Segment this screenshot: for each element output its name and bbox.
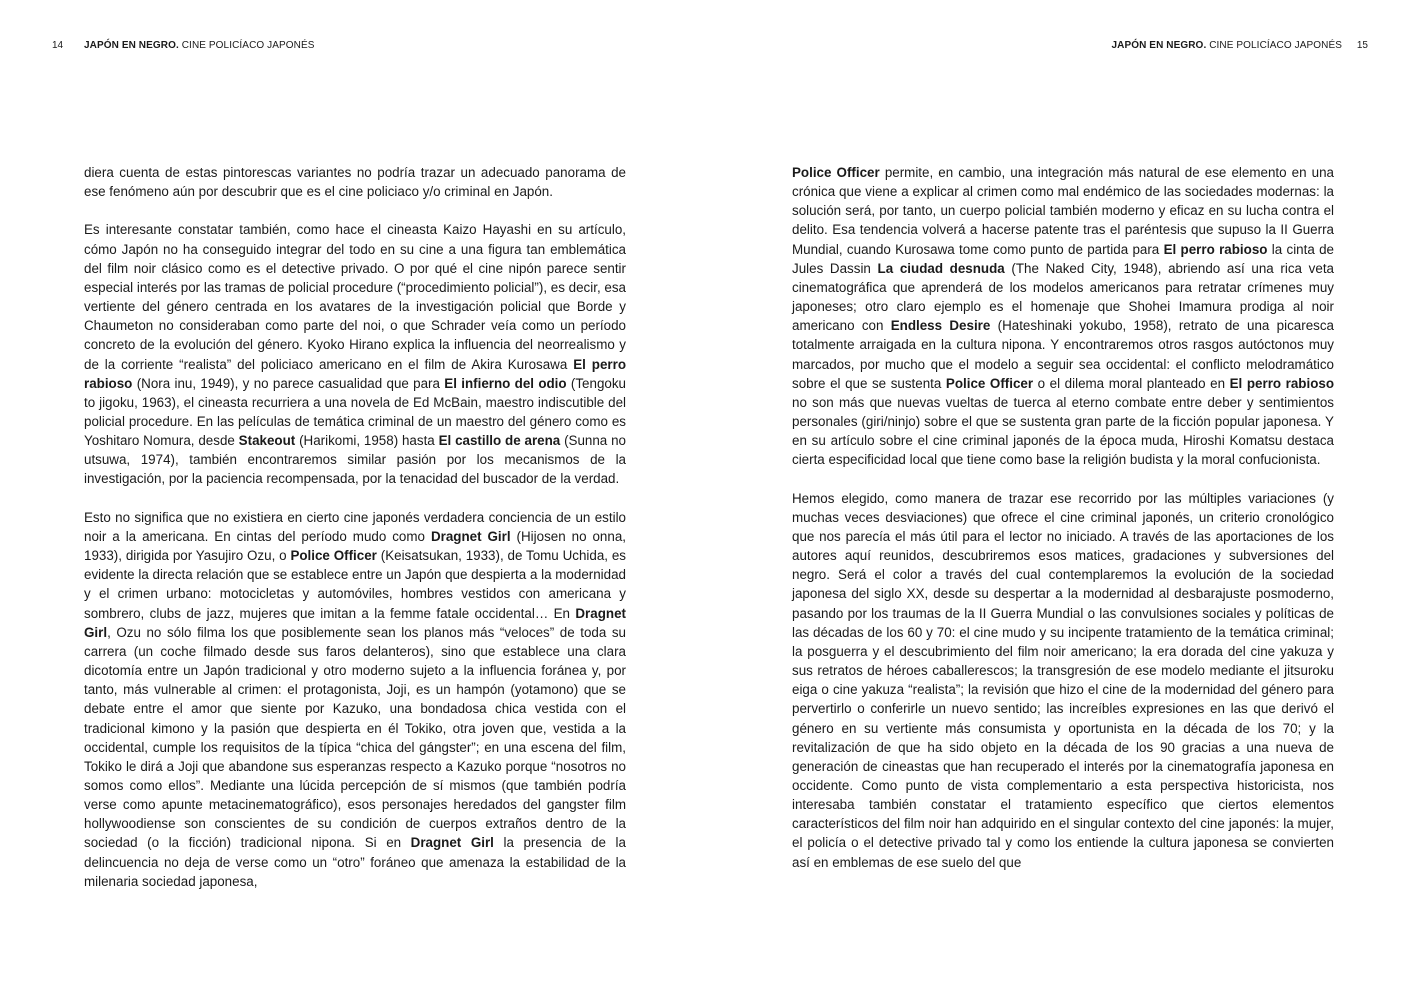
- text-run: Es interesante constatar también, como hace el cineasta Kaizo Hayashi en su artículo, cómo Japón no ha conseguido integrar del todo en su cine a una figura tan emblemática del film noir clásico como es el detective privado. O por qué el cine nipón parece sentir especial interés por las tramas de policial procedure (“procedimiento policial”), es decir, esa vertiente del género centrada en los avatares de la investigación policial que Borde y Chaumeton no consideraban como parte del noi, o que Schrader veía como un período concreto de la evolución del género. Kyoko Hirano explica la influencia del neorrealismo y de la corriente “realista” del policiaco americano en el film de Akira Kurosawa: [84, 222, 626, 372]
- film-title: Police Officer: [290, 548, 377, 564]
- running-header-subtitle: CINE POLICÍACO JAPONÉS: [178, 40, 315, 51]
- text-run: diera cuenta de estas pintorescas variantes no podría trazar un adecuado panorama de ese fenómeno aún por descubrir que es el cine policiaco y/o criminal en Japón.: [84, 165, 626, 200]
- text-run: permite, en cambio, una integración más natural de ese elemento en una crónica que viene a explicar al crimen como mal endémico de las sociedades modernas: la solución será, por tanto, un cuerpo policial también moderno y eficaz en su lucha contra el delito. Esa tendencia volverá a hacerse patente tras el paréntesis que supuso la II Guerra Mundial, cuando Kurosawa tome como punto de partida para: [792, 165, 1334, 257]
- film-title: El perro rabioso: [84, 356, 626, 391]
- film-title: Stakeout: [238, 433, 296, 449]
- text-run: (Keisatsukan, 1933), de Tomu Uchida, es evidente la directa relación que se establece entre un Japón que despierta a la modernidad y el crimen urbano: motocicletas y automóviles, hombres vestidos con americana y sombrero, clubs de jazz, mujeres que imitan a la femme fatale occidental… En: [84, 548, 626, 621]
- film-title: Police Officer: [792, 165, 880, 180]
- film-title: Dragnet Girl: [410, 835, 494, 851]
- film-title: El perro rabioso: [1229, 375, 1335, 391]
- film-title: Police Officer: [945, 375, 1034, 391]
- body-text: [792, 163, 1334, 872]
- text-run: (Hateshinaki yokubo, 1958), retrato de una picaresca totalmente arraigada en la cultura nipona. Y encontraremos otros rasgos autóctonos muy marcados, por mucho que el modelo a seguir sea occidental: el conflicto melodramático sobre el que se sustenta: [792, 318, 1334, 391]
- paragraph: [792, 163, 1334, 470]
- text-run: la cinta de Jules Dassin: [792, 241, 1334, 276]
- film-title: La ciudad desnuda: [877, 260, 1005, 276]
- text-run: (Tengoku to jigoku, 1963), el cineasta recurriera a una novela de Ed McBain, maestro indiscutible del policial procedure. En las películas de temática criminal de un maestro del género como es Yoshitaro Nomura, desde: [84, 375, 626, 449]
- text-run: (Hijosen no onna, 1933), dirigida por Yasujiro Ozu, o: [84, 528, 626, 564]
- film-title: Endless Desire: [890, 318, 991, 334]
- paragraph: [792, 489, 1334, 872]
- text-run: , Ozu no sólo filma los que posiblemente sean los planos más “veloces” de toda su carrera (un coche filmado desde sus faros delanteros), sino que establece una clara dicotomía entre un Japón tradicional y otro moderno sujeto a la influencia foránea y, por tanto, más vulnerable al crimen: el protagonista, Joji, es un hampón (yotamono) que se debate entre el amor que siente por Kazuko, una bondadosa chica vestida con el tradicional kimono y la pasión que despierta en él Tokiko, otra joven que, vestida a la occidental, cumple los requisitos de la típica “chica del gángster”; en una escena del film, Tokiko le dirá a Joji que abandone sus esperanzas respecto a Kazuko porque “nosotros no somos como ellos”. Mediante una lúcida percepción de sí mismos (que también podría verse como apunte metacinematográfico), esos personajes heredados del gangster film hollywoodiense son conscientes de su condición de cuerpos extraños dentro de la sociedad (o la ficción) tradicional nipona. Si en: [84, 624, 626, 851]
- text-run: (Nora inu, 1949), y no parece casualidad que para: [132, 375, 445, 391]
- paragraph: [84, 508, 626, 891]
- body-text: [84, 163, 626, 891]
- right-page: [708, 0, 1417, 1000]
- film-title: Dragnet Girl: [84, 605, 626, 640]
- page-number: 14: [52, 40, 64, 51]
- left-page: [0, 0, 708, 1000]
- text-run: la presencia de la delincuencia no deja de verse como un “otro” foráneo que amenaza la estabilidad de la milenaria sociedad japonesa,: [84, 835, 626, 889]
- text-run: Esto no significa que no existiera en cierto cine japonés verdadera conciencia de un estilo noir a la americana. En cintas del período mudo como: [84, 509, 626, 544]
- running-header-title: JAPÓN EN NEGRO.: [1111, 40, 1207, 51]
- film-title: El infierno del odio: [444, 375, 567, 391]
- running-header: [84, 40, 315, 52]
- paragraph: [84, 163, 626, 201]
- text-run: no son más que nuevas vueltas de tuerca al eterno combate entre deber y sentimientos personales (giri/ninjo) sobre el que se sustenta gran parte de la ficción popular japonesa. Y en su artículo sobre el cine criminal japonés de la época muda, Hiroshi Komatsu destaca cierta especificidad local que tiene como base la religión budista y la moral confucionista.: [792, 394, 1334, 468]
- running-header: [1111, 40, 1342, 52]
- text-run: (Harikomi, 1958) hasta: [295, 433, 439, 449]
- text-run: (Sunna no utsuwa, 1974), también encontraremos similar pasión por los mecanismos de la investigación, por la paciencia recompensada, por la tenacidad del buscador de la verdad.: [84, 433, 626, 487]
- film-title: Dragnet Girl: [430, 528, 511, 544]
- text-run: o el dilema moral planteado en: [1033, 375, 1230, 391]
- film-title: El perro rabioso: [1163, 241, 1268, 257]
- film-title: El castillo de arena: [438, 433, 561, 449]
- running-header-subtitle: CINE POLICÍACO JAPONÉS: [1206, 40, 1342, 51]
- running-header-title: JAPÓN EN NEGRO.: [84, 40, 179, 51]
- page-number: 15: [1356, 40, 1368, 51]
- paragraph: [84, 220, 626, 488]
- text-run: Hemos elegido, como manera de trazar ese recorrido por las múltiples variaciones (y muchas veces desviaciones) que ofrece el cine criminal japonés, un criterio cronológico que nos parecía el más útil para el lector no iniciado. A través de las aportaciones de los autores aquí reunidos, descubriremos esos matices, gradaciones y subversiones del negro. Será el color a través del cual contemplaremos la evolución de la sociedad japonesa del siglo XX, desde su despertar a la modernidad al desbarajuste posmoderno, pasando por los traumas de la II Guerra Mundial o las convulsiones sociales y políticas de las décadas de los 60 y 70: el cine mudo y su incipente tratamiento de la temática criminal; la posguerra y el descubrimiento del film noir americano; la era dorada del cine yakuza y sus retratos de héroes caballerescos; la transgresión de ese modelo mediante el jitsuroku eiga o cine yakuza “realista”; la revisión que hizo el cine de la modernidad del género para pervertirlo o conferirle un nuevo sentido; las increíbles expresiones en las que derivó el género en su vertiente más consumista y oportunista en la década de los 70; y la revitalización de que ha sido objeto en la década de los 90 gracias a una nueva de generación de cineastas que han recuperado el interés por la cinematografía japonesa en occidente. Como punto de vista complementario a esta perspectiva historicista, nos interesaba también constatar el tratamiento específico que ciertos elementos característicos del film noir han adquirido en el singular contexto del cine japonés: la mujer, el policía o el detective privado tal y como los entiende la cultura japonesa se convierten así en emblemas de ese suelo del que: [792, 490, 1334, 870]
- text-run: (The Naked City, 1948), abriendo así una rica veta cinematográfica que aprenderá de los modelos americanos para retratar crímenes muy japoneses; otro claro ejemplo es el homenaje que Shohei Imamura prodiga al noir americano con: [792, 260, 1334, 334]
